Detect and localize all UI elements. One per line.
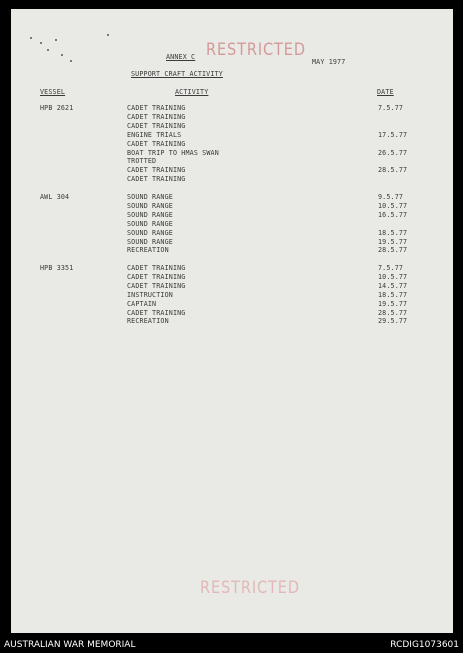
activity-cell: CADET TRAINING [127, 112, 186, 121]
activity-cell: CADET TRAINING [127, 264, 186, 272]
activity-cell: CADET TRAINING [127, 139, 186, 148]
activity-cell: ENGINE TRIALS [127, 130, 182, 139]
date-cell: 29.5.77 [378, 317, 408, 326]
date-cell: 16.5.77 [378, 210, 408, 219]
ink-blot [30, 37, 32, 39]
ink-blot [47, 49, 49, 51]
activity-cell: CADET TRAINING [127, 166, 186, 175]
date-cell: 26.5.77 [378, 148, 408, 157]
activity-cell: SOUND RANGE [127, 237, 173, 246]
activity-cell: SOUND RANGE [127, 193, 173, 201]
date-cell: 9.5.77 [378, 193, 404, 201]
activity-cell: SOUND RANGE [127, 228, 173, 237]
date-cell: 10.5.77 [378, 272, 408, 281]
activity-cell: TROTTED [127, 157, 157, 166]
activity-cell: CADET TRAINING [127, 175, 186, 184]
activity-cell: RECREATION [127, 246, 169, 255]
date-cell: 19.5.77 [378, 299, 408, 308]
activity-cell: BOAT TRIP TO HMAS SWAN [127, 148, 219, 157]
archive-reference: RCDIG1073601 [390, 640, 459, 650]
activity-cell: RECREATION [127, 317, 169, 326]
date-cell: 18.5.77 [378, 228, 408, 237]
restricted-stamp-top: RESTRICTED [206, 40, 306, 59]
column-header-activity: ACTIVITY [175, 88, 209, 96]
activity-cell: SOUND RANGE [127, 210, 173, 219]
archive-footer [0, 633, 463, 653]
activity-cell: CADET TRAINING [127, 121, 186, 130]
date-cell: 19.5.77 [378, 237, 408, 246]
date-cell: 17.5.77 [378, 130, 408, 139]
ink-blot [40, 42, 42, 44]
activity-cell: SOUND RANGE [127, 219, 173, 228]
date-cell: 7.5.77 [378, 264, 404, 272]
vessel-name: HPB 2621 [40, 104, 74, 112]
document-date: MAY 1977 [312, 58, 346, 66]
ink-blot [70, 60, 72, 62]
column-header-vessel: VESSEL [40, 88, 66, 96]
activity-cell: CADET TRAINING [127, 104, 186, 112]
date-cell: 7.5.77 [378, 104, 404, 112]
vessel-name: HPB 3351 [40, 264, 74, 272]
ink-blot [107, 34, 109, 36]
date-cell: 28.5.77 [378, 308, 408, 317]
column-header-date: DATE [377, 88, 394, 96]
date-cell: 10.5.77 [378, 201, 408, 210]
activity-cell: INSTRUCTION [127, 290, 173, 299]
date-cell: 28.5.77 [378, 166, 408, 175]
activity-cell: CADET TRAINING [127, 272, 186, 281]
activity-cell: CAPTAIN [127, 299, 157, 308]
activity-cell: CADET TRAINING [127, 308, 186, 317]
archive-name: AUSTRALIAN WAR MEMORIAL [4, 640, 136, 650]
annex-label: ANNEX C [166, 53, 196, 61]
activity-cell: CADET TRAINING [127, 281, 186, 290]
date-cell: 18.5.77 [378, 290, 408, 299]
ink-blot [61, 54, 63, 56]
restricted-stamp-bottom: RESTRICTED [200, 578, 300, 597]
ink-blot [55, 39, 57, 41]
date-cell: 28.5.77 [378, 246, 408, 255]
vessel-name: AWL 304 [40, 193, 70, 201]
document-title: SUPPORT CRAFT ACTIVITY [131, 70, 223, 78]
date-cell: 14.5.77 [378, 281, 408, 290]
activity-cell: SOUND RANGE [127, 201, 173, 210]
